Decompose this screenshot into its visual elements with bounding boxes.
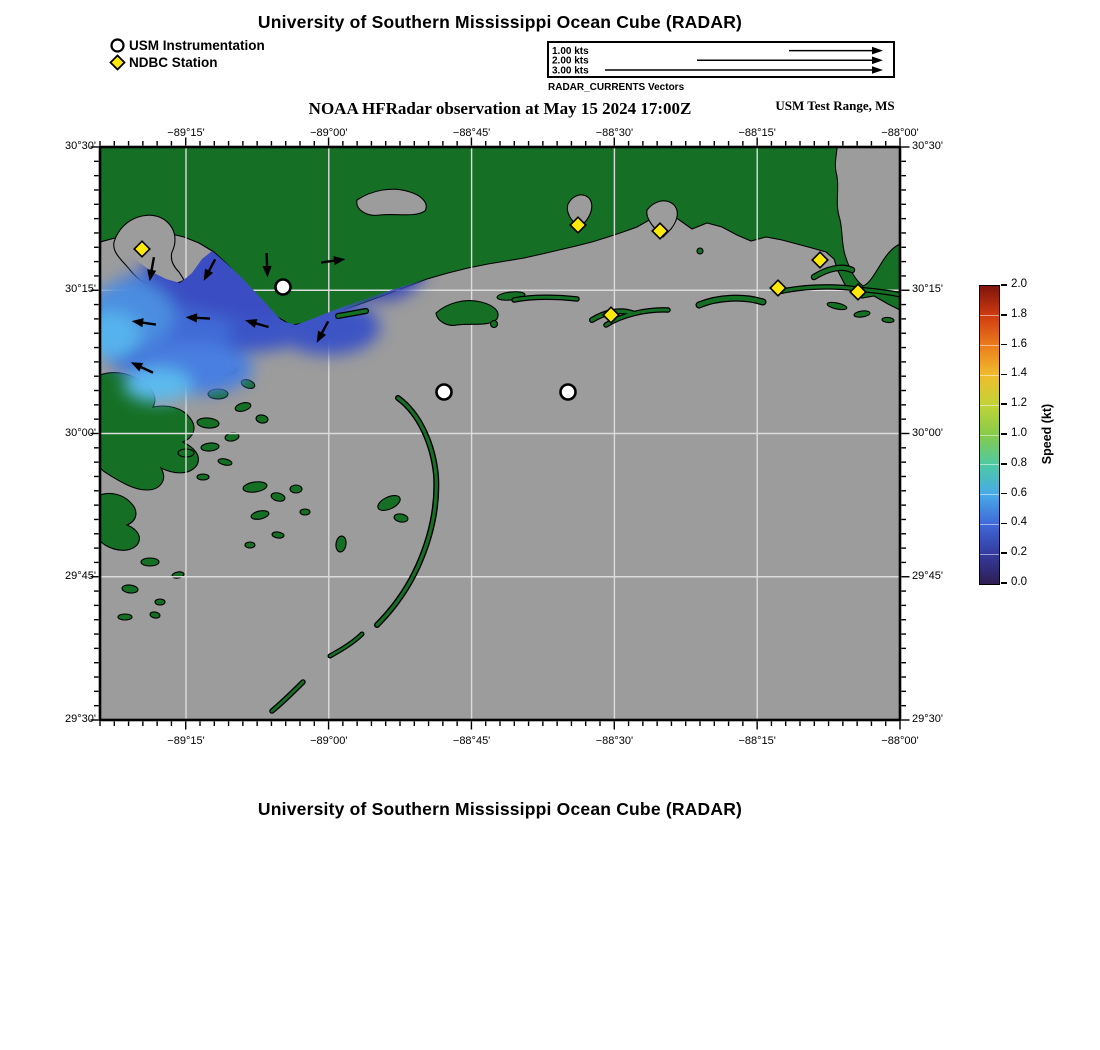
colorbar-tick xyxy=(1001,314,1007,316)
colorbar-tick-label: 1.2 xyxy=(1011,397,1027,410)
vector-scale-entry-label: 2.00 kts xyxy=(552,55,589,67)
colorbar-separator xyxy=(980,345,999,346)
x-axis-label: −88°30' xyxy=(595,127,634,139)
colorbar-separator xyxy=(980,494,999,495)
colorbar-tick-label: 0.2 xyxy=(1011,546,1027,559)
colorbar-tick xyxy=(1001,582,1007,584)
colorbar-label: Speed (kt) xyxy=(1040,403,1054,465)
colorbar-tick xyxy=(1001,433,1007,435)
y-axis-label: 29°45' xyxy=(65,569,96,582)
colorbar-separator xyxy=(980,554,999,555)
y-axis-label: 29°45' xyxy=(912,569,943,582)
x-axis-label: −88°45' xyxy=(452,735,491,747)
vector-scale-entry-label: 1.00 kts xyxy=(552,46,589,57)
usm-station-marker xyxy=(276,280,291,295)
colorbar-separator xyxy=(980,464,999,465)
x-axis-label: −88°00' xyxy=(881,127,919,139)
ndbc-symbol-icon xyxy=(109,54,126,71)
y-axis-label: 30°15' xyxy=(65,283,96,296)
y-axis-label: 30°00' xyxy=(65,426,96,439)
colorbar-tick-label: 1.8 xyxy=(1011,307,1027,320)
legend-label: NDBC Station xyxy=(129,55,218,70)
colorbar-label-wrap xyxy=(1032,285,1062,583)
colorbar-tick-label: 0.0 xyxy=(1011,576,1027,588)
legend xyxy=(109,37,265,71)
colorbar-tick-label: 1.0 xyxy=(1011,427,1027,439)
colorbar-tick xyxy=(1001,403,1007,405)
observation-subtitle: NOAA HFRadar observation at May 15 2024 17:00Z xyxy=(308,99,692,118)
speed-patch xyxy=(124,368,192,402)
vector-scale-arrows xyxy=(549,43,893,76)
colorbar-tick xyxy=(1001,284,1007,286)
x-axis-label: −89°15' xyxy=(167,127,205,139)
vector-scale-arrowhead xyxy=(872,47,883,55)
footer-title: University of Southern Mississippi Ocean Cube (RADAR) xyxy=(257,799,743,819)
x-axis-label: −88°15' xyxy=(738,735,776,747)
usm-station-marker xyxy=(437,385,452,400)
x-axis-label: −88°45' xyxy=(452,127,491,139)
x-axis-label: −88°15' xyxy=(738,127,776,139)
vector-scale-box xyxy=(547,41,895,78)
usm-station-marker xyxy=(561,385,576,400)
y-axis-label: 29°30' xyxy=(912,713,943,725)
colorbar-separator xyxy=(980,405,999,406)
y-axis-label: 29°30' xyxy=(65,713,96,725)
x-axis-label: −88°30' xyxy=(595,735,634,747)
vector-scale-arrowhead xyxy=(872,66,883,74)
vector-scale-arrowhead xyxy=(872,57,883,65)
x-axis-label: −89°00' xyxy=(310,127,348,139)
legend-item-ndbc xyxy=(109,54,265,71)
colorbar-tick-label: 2.0 xyxy=(1011,278,1027,290)
vector-scale-entry-label: 3.00 kts xyxy=(552,65,589,76)
colorbar-separator xyxy=(980,375,999,376)
y-axis-label: 30°30' xyxy=(65,140,96,152)
y-axis-label: 30°30' xyxy=(912,140,943,152)
colorbar-separator xyxy=(980,315,999,316)
colorbar-tick xyxy=(1001,552,1007,554)
legend-label: USM Instrumentation xyxy=(129,38,265,53)
range-label: USM Test Range, MS xyxy=(775,98,895,113)
colorbar-tick xyxy=(1001,374,1007,376)
vector-scale-caption: RADAR_CURRENTS Vectors xyxy=(548,82,685,93)
colorbar-separator xyxy=(980,524,999,525)
colorbar-tick xyxy=(1001,493,1007,495)
usm-symbol-icon xyxy=(109,37,126,54)
colorbar-tick xyxy=(1001,344,1007,346)
x-axis-label: −88°00' xyxy=(881,735,919,747)
colorbar-tick-label: 1.6 xyxy=(1011,337,1027,350)
legend-item-usm xyxy=(109,37,265,54)
y-axis-label: 30°00' xyxy=(912,426,943,439)
colorbar-tick-label: 0.8 xyxy=(1011,456,1027,469)
figure-title: University of Southern Mississippi Ocean Cube (RADAR) xyxy=(257,12,743,32)
map-svg xyxy=(86,133,914,734)
colorbar-tick xyxy=(1001,523,1007,525)
colorbar-tick-label: 1.4 xyxy=(1011,367,1027,380)
x-axis-label: −89°00' xyxy=(310,735,348,747)
colorbar-tick-label: 0.4 xyxy=(1011,516,1027,529)
colorbar-tick xyxy=(1001,463,1007,465)
y-axis-label: 30°15' xyxy=(912,283,943,296)
map-canvas xyxy=(86,133,914,734)
x-axis-label: −89°15' xyxy=(167,735,205,747)
colorbar-tick-label: 0.6 xyxy=(1011,486,1027,499)
